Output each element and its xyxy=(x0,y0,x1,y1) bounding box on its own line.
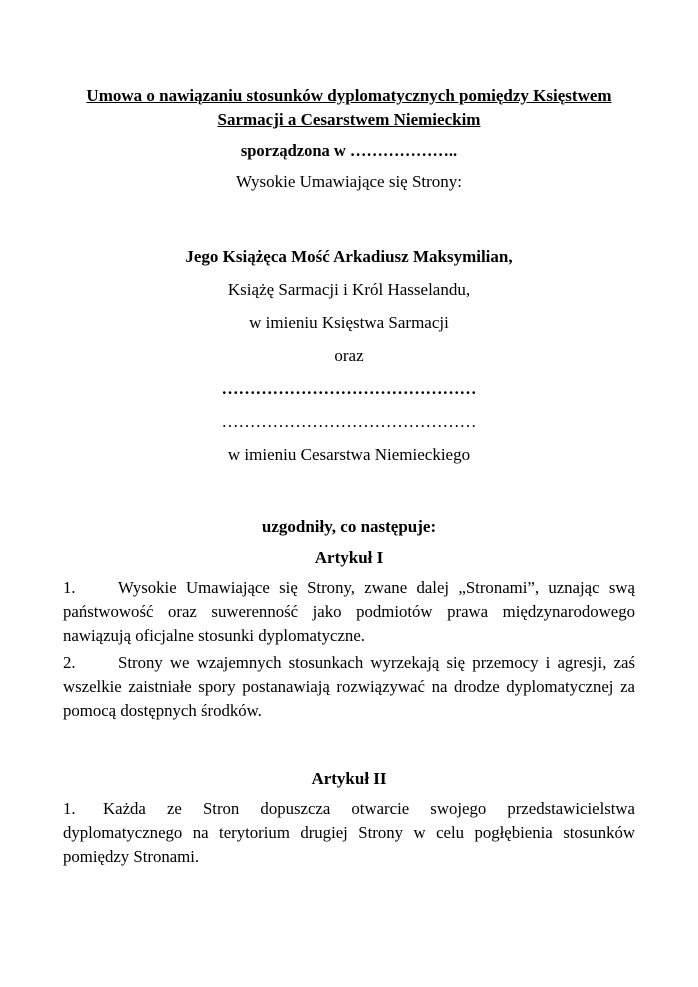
paragraph-text: Każda ze Stron dopuszcza otwarcie swojego przedstawicielstwa dyplomatycznego na terytorium drugiej Strony w celu pogłębienia stosunków pomiędzy Stronami. xyxy=(63,799,635,866)
paragraph-number: 1. xyxy=(63,799,76,818)
party-sarmatia-name: Jego Książęca Mość Arkadiusz Maksymilian, xyxy=(185,247,513,266)
document-title-line-1: Umowa o nawiązaniu stosunków dyplomatycznych pomiędzy Księstwem xyxy=(86,86,612,105)
article-1-paragraph-2 xyxy=(63,651,635,723)
party-sarmatia-on-behalf: w imieniu Księstwa Sarmacji xyxy=(249,313,449,332)
paragraph-number: 2. xyxy=(63,653,76,672)
document-content xyxy=(63,84,635,869)
party-germany-on-behalf: w imieniu Cesarstwa Niemieckiego xyxy=(227,445,471,464)
article-1-heading: Artykuł I xyxy=(314,548,384,567)
parties-block xyxy=(63,240,635,471)
party-sarmatia-titles: Książę Sarmacji i Król Hasselandu, xyxy=(227,280,471,299)
paragraph-text: Strony we wzajemnych stosunkach wyrzekają się przemocy i agresji, zaś wszelkie zaistniałe spory postanawiają rozwiązywać na drodze dyplomatycznej za pomocą dostępnych środków. xyxy=(63,653,635,720)
article-2-heading: Artykuł II xyxy=(311,769,387,788)
drawn-up-place-line: sporządzona w ……………….. xyxy=(240,141,458,160)
party-germany-name-blank-line-2: ……………………………………… xyxy=(221,412,477,431)
conjunction-oraz: oraz xyxy=(334,346,364,365)
agreed-clause: uzgodniły, co następuje: xyxy=(261,517,437,536)
paragraph-number: 1. xyxy=(63,578,76,597)
paragraph-text: Wysokie Umawiające się Strony, zwane dalej „Stronami”, uznając swą państwowość oraz suwerenność jako podmiotów prawa międzynarodowego nawiązują oficjalne stosunki dyplomatyczne. xyxy=(63,578,635,645)
party-germany-name-blank-line-1: ……………………………………… xyxy=(221,379,477,398)
parties-intro: Wysokie Umawiające się Strony: xyxy=(235,172,463,191)
article-2-paragraph-1 xyxy=(63,797,635,869)
document-title-line-2: Sarmacji a Cesarstwem Niemieckim xyxy=(217,110,481,129)
document-title xyxy=(63,84,635,132)
article-1 xyxy=(63,542,635,723)
article-2 xyxy=(63,763,635,869)
article-1-paragraph-1 xyxy=(63,576,635,648)
